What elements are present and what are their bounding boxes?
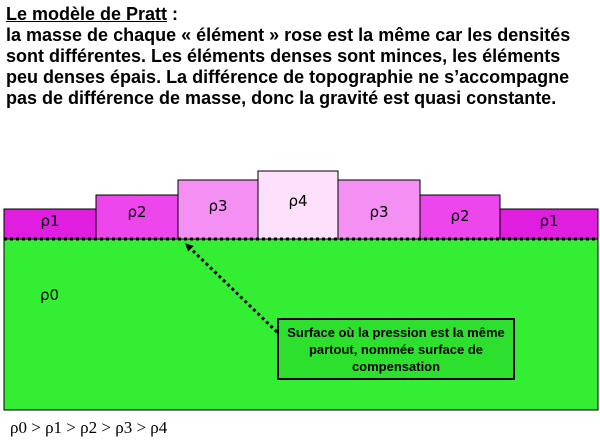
crust-block-label: ρ1 bbox=[539, 212, 559, 230]
intro-title-suffix: : bbox=[167, 4, 179, 24]
crust-block-label: ρ3 bbox=[208, 197, 228, 215]
crust-block-label: ρ3 bbox=[369, 203, 389, 221]
compensation-surface-callout bbox=[277, 318, 515, 380]
crust-block bbox=[258, 171, 338, 239]
crust-block bbox=[338, 180, 420, 239]
intro-title: Le modèle de Pratt bbox=[6, 4, 168, 24]
crust-block bbox=[420, 195, 500, 239]
crust-block-label: ρ2 bbox=[127, 203, 147, 221]
callout-text: Surface où la pression est la même partout, nommée surface de compensation bbox=[287, 325, 505, 374]
mantle-density-label: ρ0 bbox=[40, 286, 60, 304]
crust-block-label: ρ1 bbox=[40, 212, 60, 230]
density-relation: ρ0 > ρ1 > ρ2 > ρ3 > ρ4 bbox=[10, 418, 168, 437]
crust-block bbox=[500, 209, 598, 239]
crust-blocks bbox=[4, 171, 598, 239]
crust-block-label: ρ4 bbox=[288, 192, 308, 210]
intro-paragraph: la masse de chaque « élément » rose est la même car les densités sont différentes. Les éléments denses sont minces, les éléments peu denses épais. La différence de topographie ne s’accompagne pas de différence de masse, donc la gravité est quasi constante. bbox=[6, 25, 571, 108]
crust-block bbox=[4, 209, 96, 239]
crust-block bbox=[96, 195, 178, 239]
crust-block-label: ρ2 bbox=[450, 207, 470, 225]
crust-block bbox=[178, 180, 258, 239]
